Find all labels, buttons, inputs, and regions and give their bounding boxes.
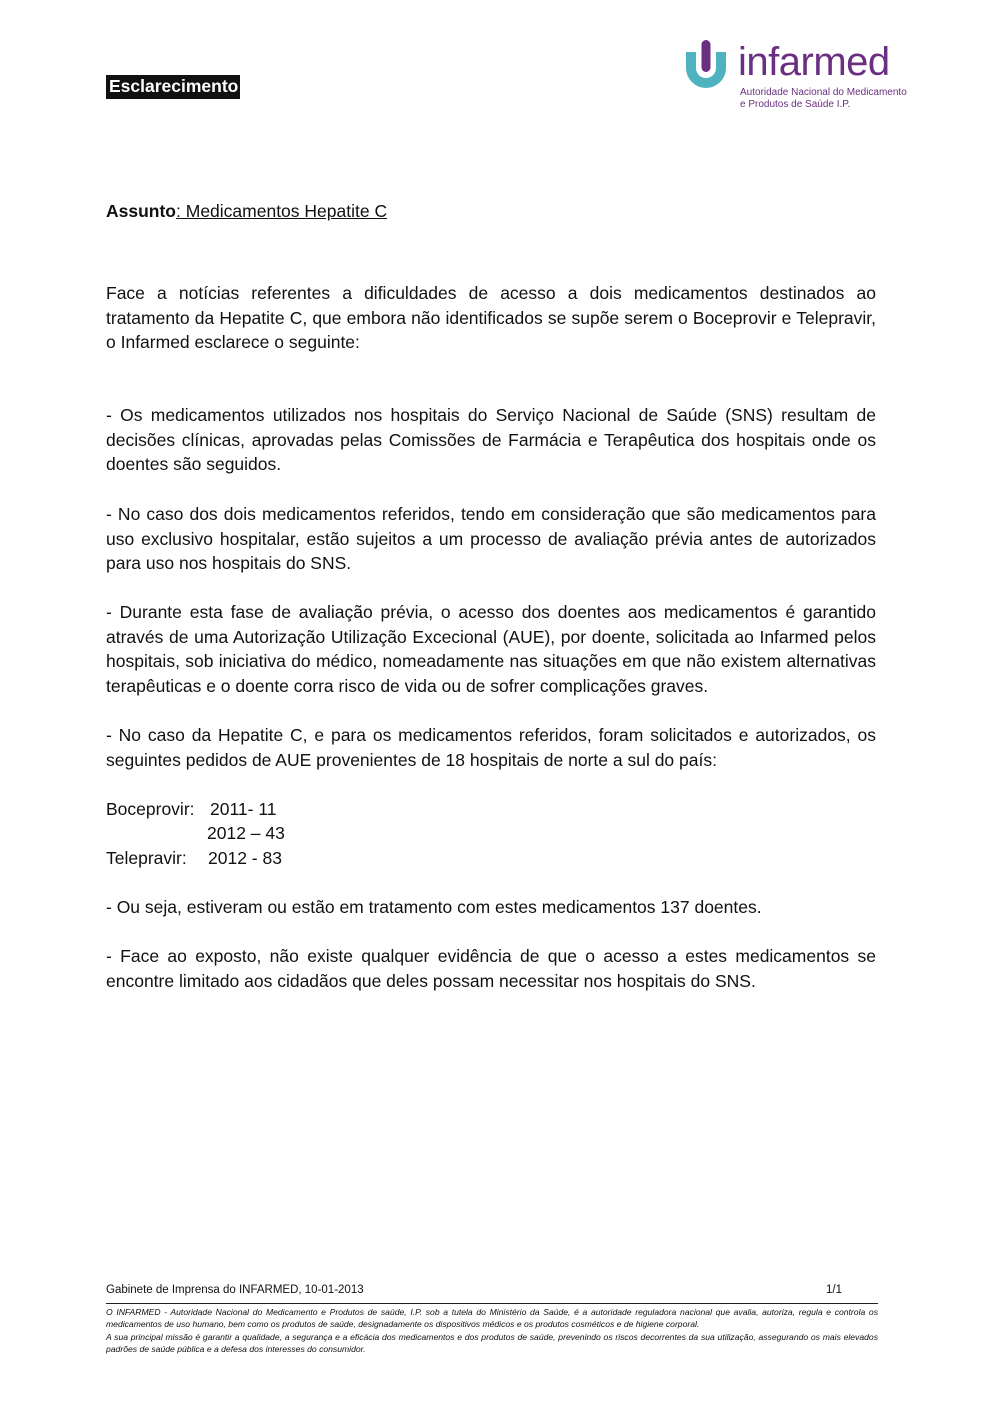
paragraph-clinical-decisions: - Os medicamentos utilizados nos hospitais do Serviço Nacional de Saúde (SNS) resultam de decisões clínicas, aprovadas pelas Comissões de Farmácia e Terapêutica dos hospitais onde os doentes são seguidos. [106, 405, 876, 475]
boceprovir-label: Boceprovir: [106, 799, 195, 819]
intro-paragraph: Face a notícias referentes a dificuldades de acesso a dois medicamentos destinados ao tratamento da Hepatite C, que embora não identificados se supõe serem o Boceprovir e Telepravir, o Infarmed esclarece o seguinte: [106, 283, 876, 353]
footer-divider [106, 1303, 878, 1304]
footer-disclaimer-mission: A sua principal missão é garantir a qualidade, a segurança e a eficácia dos medicamentos e dos produtos de saúde, prevenindo os riscos decorrentes da sua utilização, assegurando os mais elevados padrões de saúde pública e a defesa dos interesses do consumidor. [106, 1332, 878, 1354]
subject-value: Medicamentos Hepatite C [180, 201, 388, 221]
footer-disclaimer-mandate: O INFARMED - Autoridade Nacional do Medicamento e Produtos de saúde, I.P. sob a tutela do Ministério da Saúde, é a autoridade reguladora nacional que avalia, autoriza, regula e controla os medicamentos de uso humano, bem como os produtos de saúde, designadamente os dispositivos médicos e os produtos cosméticos e de higiene corporal. [106, 1307, 878, 1329]
paragraph-conclusion: - Face ao exposto, não existe qualquer evidência de que o acesso a estes medicamentos se encontre limitado aos cidadãos que deles possam necessitar nos hospitais do SNS. [106, 946, 876, 991]
paragraph-hepatitis-requests: - No caso da Hepatite C, e para os medicamentos referidos, foram solicitados e autorizados, os seguintes pedidos de AUE provenientes de 18 hospitais de norte a sul do país: [106, 725, 876, 770]
paragraph-total-patients: - Ou seja, estiveram ou estão em tratamento com estes medicamentos 137 doentes. [106, 897, 762, 917]
telepravir-2012-value: 2012 - 83 [208, 848, 282, 868]
subject-colon: : [176, 201, 181, 221]
document-type-label: Esclarecimento [106, 75, 240, 99]
paragraph-aue: - Durante esta fase de avaliação prévia, o acesso dos doentes aos medicamentos é garantido através de uma Autorização Utilização Excecional (AUE), por doente, solicitada ao Infarmed pelos hospitais, sob iniciativa do médico, nomeadamente nas situações em que não existem alternativas terapêuticas e o doente corra risco de vida ou de sofrer complicações graves. [106, 602, 876, 696]
infarmed-logo [680, 38, 910, 118]
subject-line [106, 199, 387, 223]
logo-wordmark: infarmed [738, 40, 890, 84]
telepravir-label: Telepravir: [106, 848, 187, 868]
footer-press-line [106, 1283, 842, 1297]
paragraph-hospital-use: - No caso dos dois medicamentos referidos, tendo em consideração que são medicamentos para uso exclusivo hospitalar, estão sujeitos a um processo de avaliação prévia antes de autorizados para uso nos hospitais do SNS. [106, 504, 876, 574]
logo-subtitle [740, 87, 907, 111]
logo-subtitle-line2: e Produtos de Saúde I.P. [740, 99, 851, 110]
logo-subtitle-line1: Autoridade Nacional do Medicamento [740, 87, 907, 98]
boceprovir-2012-value: 2012 – 43 [207, 823, 285, 843]
footer-press-office: Gabinete de Imprensa do INFARMED, 10-01-2013 [106, 1284, 364, 1296]
infarmed-logo-icon [680, 38, 732, 94]
boceprovir-2011-value: 2011- 11 [210, 799, 277, 819]
page-number: 1/1 [826, 1284, 842, 1296]
subject-label: Assunto [106, 201, 176, 221]
